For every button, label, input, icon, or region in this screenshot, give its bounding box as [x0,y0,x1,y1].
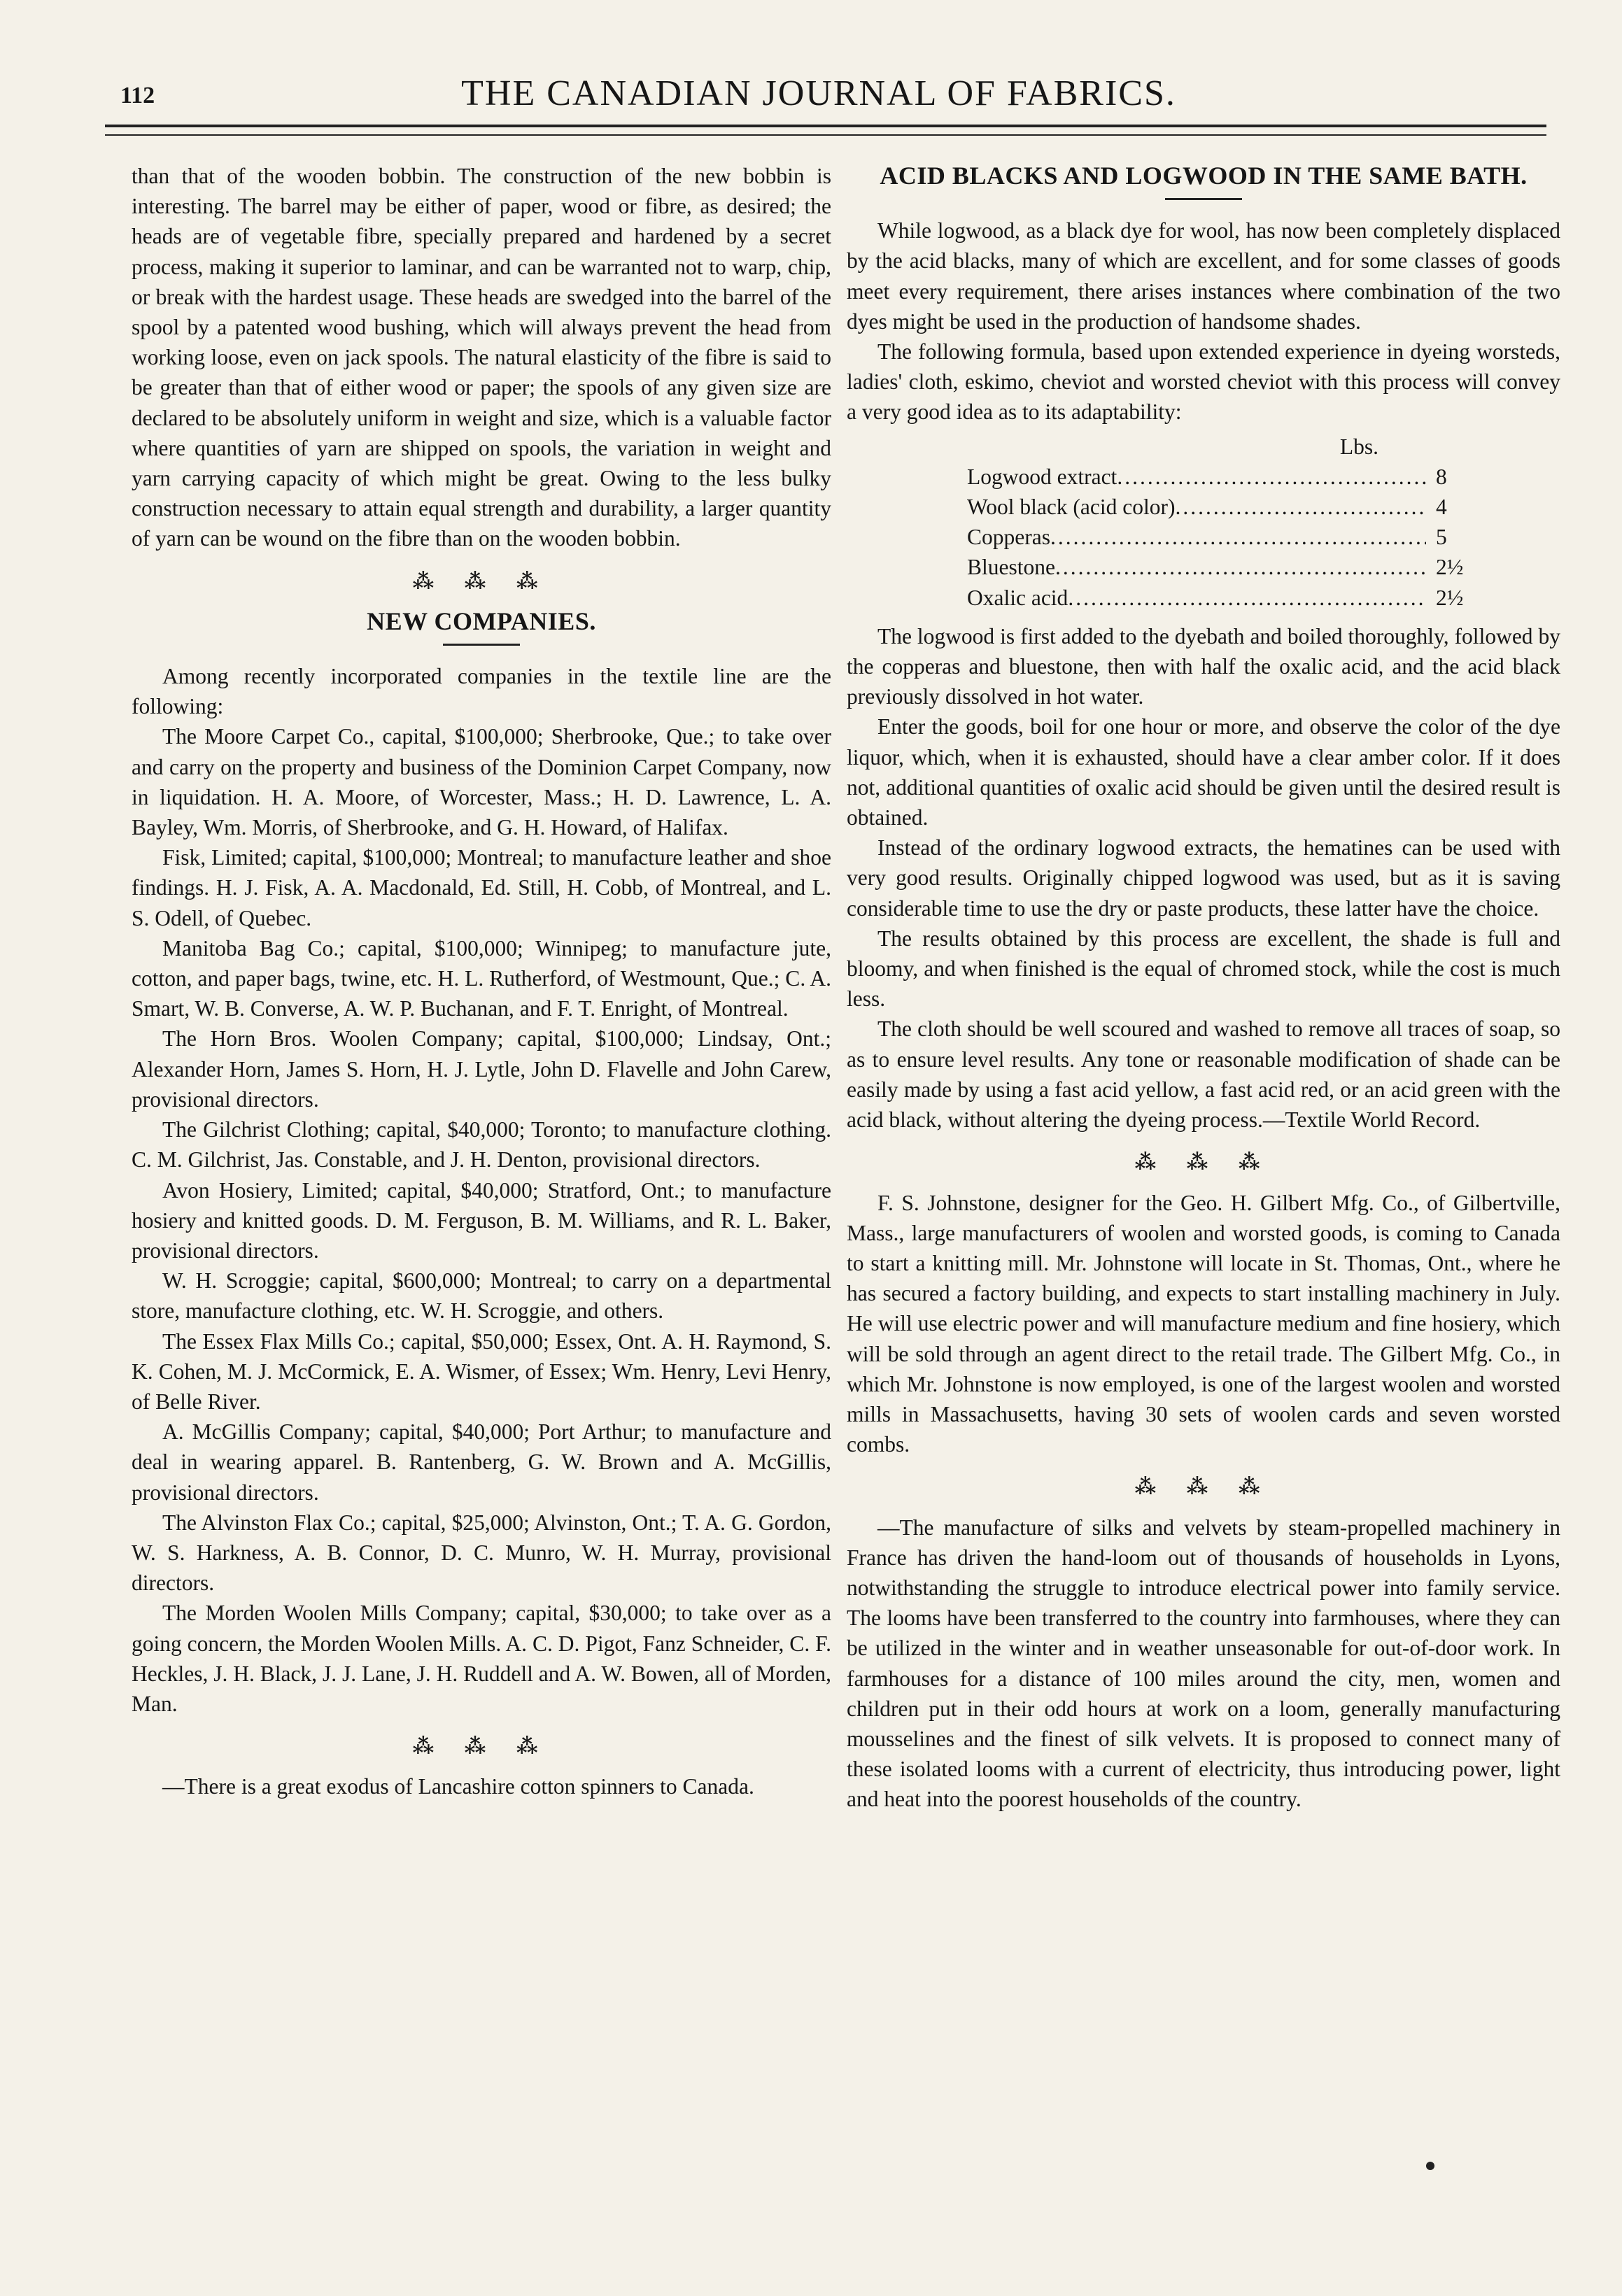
formula-quantity: 4 [1436,495,1447,520]
formula-row [967,552,1485,582]
new-companies-intro: Among recently incorporated companies in the textile line are the following: [132,664,831,719]
company-entry: The Horn Bros. Woolen Company; capital, $100,000; Lindsay, Ont.; Alexander Horn, James S. Horn, H. J. Lytle, John D. Flavelle and John Carew, provisional directors. [132,1026,831,1112]
formula-ingredient: Bluestone [967,555,1055,580]
title-rule [443,644,520,646]
company-entry: A. McGillis Company; capital, $40,000; Port Arthur; to manufacture and deal in wearing apparel. B. Rantenberg, G. W. Brown and A. McGillis, provisional directors. [132,1419,831,1505]
page-header [105,70,1532,119]
company-entry: The Gilchrist Clothing; capital, $40,000; Toronto; to manufacture clothing. C. M. Gilchrist, Jas. Constable, and J. H. Denton, provisional directors. [132,1117,831,1172]
new-companies-title: NEW COMPANIES. [367,607,596,635]
acid-blacks-title: ACID BLACKS AND LOGWOOD IN THE SAME BATH. [880,162,1528,190]
company-entry: Manitoba Bag Co.; capital, $100,000; Winnipeg; to manufacture jute, cotton, and paper bags, twine, etc. H. L. Rutherford, of Westmount, Que.; C. A. Smart, W. B. Converse, A. W. P. Buchanan, and F. T. Enright, of Montreal. [132,935,831,1021]
company-entry: The Morden Woolen Mills Company; capital, $30,000; to take over as a going concern, the Morden Woolen Mills. A. C. D. Pigot, Fanz Schneider, C. F. Heckles, J. H. Black, J. J. Lane, J. H. Ruddell and A. W. Bowen, all of Morden, Man. [132,1601,831,1716]
company-entry: W. H. Scroggie; capital, $600,000; Montreal; to carry on a departmental store, manufacture clothing, etc. W. H. Scroggie, and others. [132,1268,831,1324]
leader-dots [1117,462,1426,492]
company-entry: The Essex Flax Mills Co.; capital, $50,000; Essex, Ont. A. H. Raymond, S. K. Cohen, M. J. McCormick, E. A. Wismer, of Essex; Wm. Henry, Levi Henry, of Belle River. [132,1328,831,1414]
leader-dots [1055,552,1426,582]
acid-paragraph: The results obtained by this process are excellent, the shade is full and bloomy, and when finished is the equal of chromed stock, while the cost is much less. [847,926,1560,1012]
acid-paragraph: The logwood is first added to the dyebath and boiled thoroughly, followed by the copperas and bluestone, then with half the oxalic acid, and the acid black previously dissolved in hot water. [847,623,1560,709]
formula-row [967,583,1485,613]
company-entry: Avon Hosiery, Limited; capital, $40,000; Stratford, Ont.; to manufacture hosiery and knitted goods. D. M. Ferguson, B. M. Williams, and R. L. Baker, provisional directors. [132,1177,831,1263]
formula-quantity: 2½ [1436,555,1464,580]
formula-quantity: 5 [1436,525,1447,550]
lancashire-paragraph: —There is a great exodus of Lancashire cotton spinners to Canada. [162,1774,754,1799]
johnstone-paragraph: F. S. Johnstone, designer for the Geo. H. Gilbert Mfg. Co., of Gilbertville, Mass., large manufacturers of woolen and worsted goods, is coming to Canada to start a knitting mill. Mr. Johnstone will locate in St. Thomas, Ont., where he has secured a factory building, and expects to start installing machinery in July. He will use electric power and will manufacture medium and fine hosiery, which will be sold through an agent direct to the retail trade. The Gilbert Mfg. Co., in which Mr. Johnstone is now employed, is one of the largest woolen and worsted mills in Massachusetts, having 30 sets of woolen cards and seven worsted combs. [847,1190,1560,1457]
silks-paragraph: —The manufacture of silks and velvets by steam-propelled machinery in France has driven the hand-loom out of thousands of households in Lyons, notwithstanding the struggle to introduce electrical power into family service. The looms have been transferred to the country into farmhouses, where they can be utilized in the winter and in weather unseasonable for out-of-door work. In farmhouses for a distance of 100 miles around the city, men, women and children put in their odd hours at work on a loom, generally manufacturing mousselines and the finest of silk velvets. It is proposed to connect many of these isolated looms with a current of electricity, thus introducing power, light and heat into the poorest households of the country. [847,1515,1560,1812]
section-ornament: ⁂ ⁂ ⁂ [412,1735,551,1759]
running-title: THE CANADIAN JOURNAL OF FABRICS. [461,73,1176,113]
formula-unit-label: Lbs. [1339,434,1378,459]
leader-dots [1050,522,1426,552]
section-ornament: ⁂ ⁂ ⁂ [412,569,551,593]
formula-quantity: 2½ [1436,585,1464,610]
bobbin-paragraph: than that of the wooden bobbin. The construction of the new bobbin is interesting. The barrel may be either of paper, wood or fibre, as desired; the heads are of vegetable fibre, specially prepared and hardened by a secret process, making it superior to laminar, and can be warranted not to warp, chip, or break with the hardest usage. These heads are swedged into the barrel of the spool by a patented wood bushing, which will always prevent the head from working loose, even on jack spools. The natural elasticity of the fibre is said to be greater than that of either wood or paper; the spools of any given size are declared to be absolutely uniform in weight and size, which is a valuable factor where quantities of yarn are shipped on spools, the variation in weight and yarn carrying capacity of which might be great. Owing to the less bulky construction necessary to attain equal strength and durability, a larger quantity of yarn can be wound on the fibre than on the wooden bobbin. [132,164,831,551]
leader-dots [1175,492,1426,522]
section-ornament: ⁂ ⁂ ⁂ [1134,1475,1273,1499]
formula-row [967,492,1485,522]
print-dot-mark [1426,2162,1434,2170]
acid-paragraph: Instead of the ordinary logwood extracts, the hematines can be used with very good results. Originally chipped logwood was used, but as it is saving considerable time to use the dry or paste products, these latter have the choice. [847,835,1560,921]
company-entry: Fisk, Limited; capital, $100,000; Montreal; to manufacture leather and shoe findings. H. J. Fisk, A. A. Macdonald, Ed. Still, H. Cobb, of Montreal, and L. S. Odell, of Quebec. [132,845,831,930]
formula-ingredient: Wool black (acid color) [967,495,1176,520]
right-column [847,161,1560,1815]
formula-row [967,462,1485,492]
acid-paragraph: The following formula, based upon extended experience in dyeing worsteds, ladies' cloth, eskimo, cheviot and worsted cheviot with this process will convey a very good idea as to its adaptability: [847,339,1560,425]
section-ornament: ⁂ ⁂ ⁂ [1134,1151,1273,1175]
header-rule [105,125,1546,136]
dye-formula-table [847,432,1560,613]
title-rule [1165,198,1242,200]
formula-row [967,522,1485,552]
acid-paragraph: The cloth should be well scoured and washed to remove all traces of soap, so as to ensure level results. Any tone or reasonable modification of shade can be easily made by using a fast acid yellow, a fast acid red, or an acid green with the acid black, without altering the dyeing process.—Textile World Record. [847,1016,1560,1133]
leader-dots [1068,583,1426,613]
formula-ingredient: Logwood extract [967,464,1117,489]
formula-quantity: 8 [1436,464,1447,489]
company-entry: The Moore Carpet Co., capital, $100,000; Sherbrooke, Que.; to take over and carry on the property and business of the Dominion Carpet Company, now in liquidation. H. A. Moore, of Worcester, Mass.; H. D. Lawrence, L. A. Bayley, Wm. Morris, of Sherbrooke, and G. H. Howard, of Halifax. [132,724,831,840]
page-number: 112 [120,83,155,108]
formula-ingredient: Copperas [967,525,1050,550]
company-entry: The Alvinston Flax Co.; capital, $25,000; Alvinston, Ont.; T. A. G. Gordon, W. S. Harkness, A. B. Connor, D. C. Munro, W. H. Murray, provisional directors. [132,1510,831,1596]
formula-ingredient: Oxalic acid [967,585,1069,610]
acid-paragraph: While logwood, as a black dye for wool, has now been completely displaced by the acid blacks, many of which are excellent, and for some classes of goods meet every requirement, there arises instances where combination of the two dyes might be used in the production of handsome shades. [847,218,1560,334]
left-column [132,161,831,1802]
acid-paragraph: Enter the goods, boil for one hour or more, and observe the color of the dye liquor, which, when it is exhausted, should have a clear amber color. If it does not, additional quantities of oxalic acid should be given until the desired result is obtained. [847,714,1560,830]
